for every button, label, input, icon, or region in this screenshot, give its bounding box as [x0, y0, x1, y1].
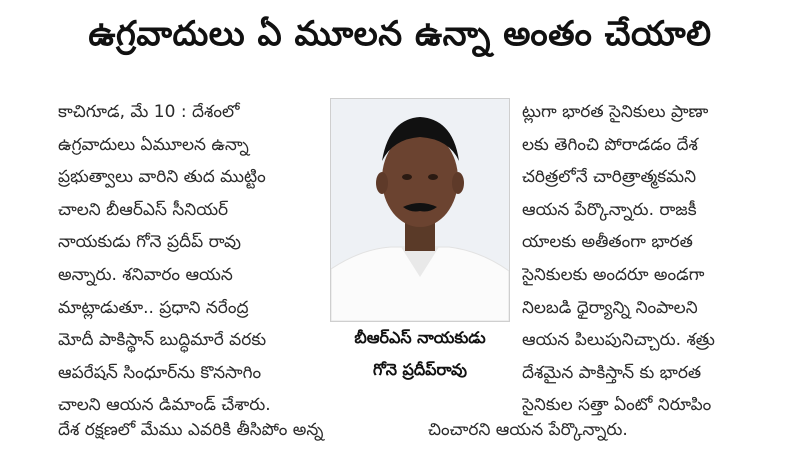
- article-left-column: [58, 96, 320, 422]
- article-text-line: చాలని బీఆర్ఎస్ సీనియర్: [58, 199, 229, 220]
- article-text-line: ఆయన పేర్కొన్నారు. రాజకీ: [522, 199, 697, 220]
- article-text-line: యాలకు అతీతంగా భారత: [522, 232, 693, 253]
- article-text-line: నాయకుడు గోనె ప్రదీప్ రావు: [58, 232, 241, 253]
- article-text-line: ఆపరేషన్ సింధూర్‌ను కొనసాగిం: [58, 362, 262, 383]
- article-text-line: సైనికుల సత్తా ఏంటో నిరూపిం: [522, 395, 712, 416]
- article-text-line: లకు తెగించి పోరాడడం దేశ: [522, 134, 698, 155]
- article-text-line: అన్నారు. శనివారం ఆయన: [58, 264, 233, 285]
- article-text-line: దేశమైన పాకిస్తాన్ కు భారత: [522, 362, 702, 383]
- article-text-line: నిలబడి ధైర్యాన్ని నింపాలని: [522, 297, 698, 318]
- article-text-line: ట్లుగా భారత సైనికులు ప్రాణా: [522, 102, 709, 122]
- article-right-column: [522, 96, 764, 422]
- article-text-line: కాచిగూడ, మే 10 : దేశంలో: [58, 102, 240, 122]
- article-text-line: ప్రభుత్వాలు వారిని తుద ముట్టిం: [58, 167, 266, 188]
- caption-line: బీఆర్ఎస్ నాయకుడు: [354, 328, 486, 347]
- article-text-line: చాలని ఆయన డిమాండ్ చేశారు.: [58, 395, 271, 416]
- article-bottom-line-left: దేశ రక్షణలో మేము ఎవరికి తీసిపోం అన్న: [58, 420, 324, 440]
- article-text-line: ఆయన పిలుపునిచ్చారు. శత్రు: [522, 330, 715, 351]
- article-bottom-line-right: చించారని ఆయన పేర్కొన్నారు.: [428, 420, 628, 440]
- headline: ఉగ్రవాదులు ఏ మూలన ఉన్నా అంతం చేయాలి: [88, 14, 712, 54]
- article-text-line: చరిత్రలోనే చారిత్రాత్మకమని: [522, 167, 697, 188]
- article-text-line: ఉగ్రవాదులు ఏమూలన ఉన్నా: [58, 134, 249, 155]
- photo-caption: [330, 322, 510, 386]
- article-text-line: మాట్లాడుతూ.. ప్రధాని నరేంద్ర: [58, 297, 249, 318]
- article-text-line: మోదీ పాకిస్థాన్ బుద్ధిమారే వరకు: [58, 330, 267, 351]
- portrait-photo: [330, 98, 510, 322]
- caption-line: గోనె ప్రదీప్‌రావు: [372, 360, 468, 379]
- portrait-image: [331, 99, 509, 321]
- article-text-line: సైనికులకు అందరూ అండగా: [522, 264, 705, 285]
